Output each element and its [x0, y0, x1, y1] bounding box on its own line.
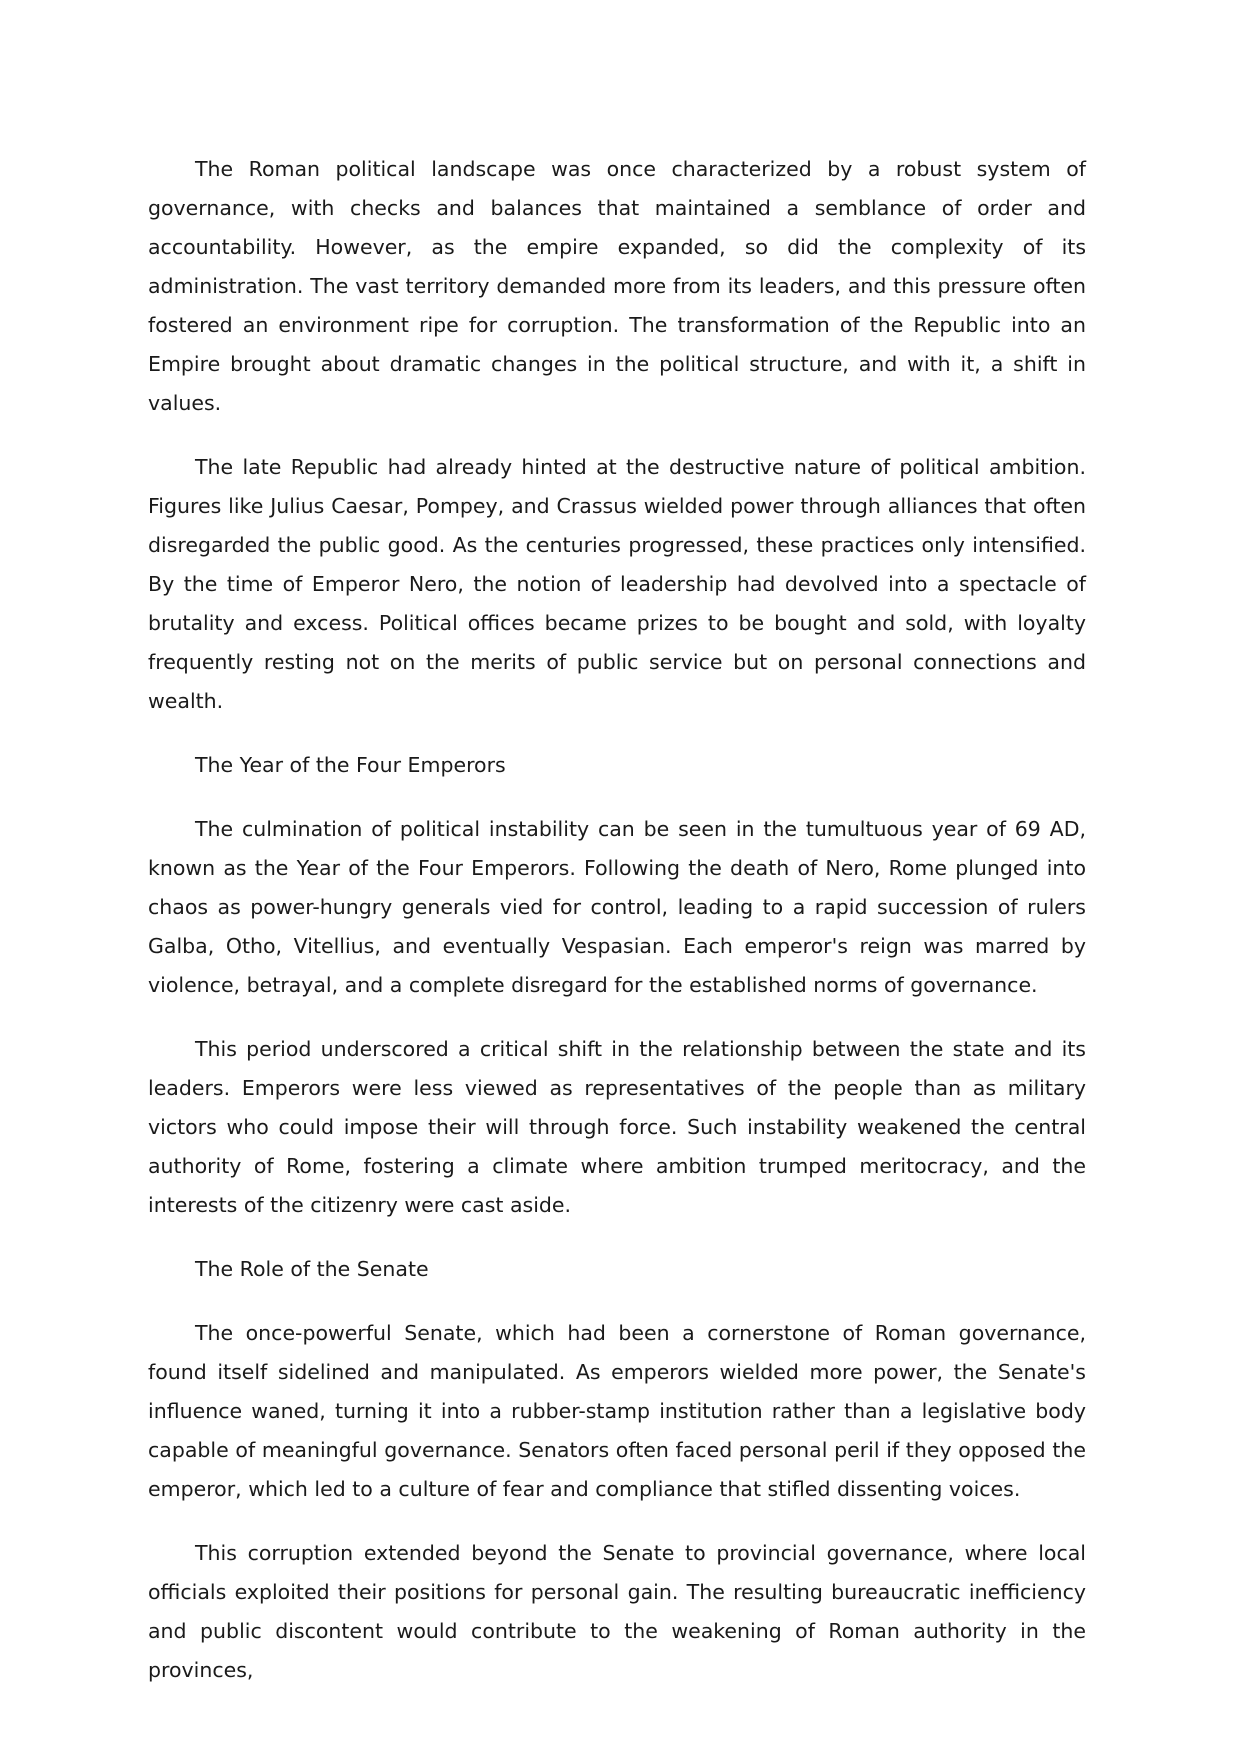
paragraph-senate-sidelined: The once-powerful Senate, which had been a cornerstone of Roman governance, found itself sidelined and manipulated. As emperors wielded more power, the Senate's influence waned, turning it into a rubber-stamp institution rather than a legislative body capable of meaningful governance. Senators often faced personal peril if they opposed the emperor, which led to a culture of fear and compliance that stifled dissenting voices. — [148, 1321, 1086, 1501]
paragraph-culmination-instability: The culmination of political instability can be seen in the tumultuous year of 69 AD, known as the Year of the Four Emperors. Following the death of Nero, Rome plunged into chaos as power-hungry generals vied for control, leading to a rapid succession of rulers Galba, Otho, Vitellius, and eventually Vespasian. Each emperor's reign was marred by violence, betrayal, and a complete disregard for the established norms of governance. — [148, 817, 1086, 997]
section-heading-role-of-senate: The Role of the Senate — [195, 1257, 429, 1281]
paragraph-late-republic: The late Republic had already hinted at the destructive nature of political ambition. Figures like Julius Caesar, Pompey, and Crassus wielded power through alliances that often disregarded the public good. As the centuries progressed, these practices only intensified. By the time of Emperor Nero, the notion of leadership had devolved into a spectacle of brutality and excess. Political offices became prizes to be bought and sold, with loyalty frequently resting not on the merits of public service but on personal connections and wealth. — [148, 455, 1086, 713]
paragraph-roman-political-landscape: The Roman political landscape was once characterized by a robust system of governance, with checks and balances that maintained a semblance of order and accountability. However, as the empire expanded, so did the complexity of its administration. The vast territory demanded more from its leaders, and this pressure often fostered an environment ripe for corruption. The transformation of the Republic into an Empire brought about dramatic changes in the political structure, and with it, a shift in values. — [148, 157, 1086, 415]
section-heading-four-emperors: The Year of the Four Emperors — [195, 753, 506, 777]
paragraph-provincial-corruption: This corruption extended beyond the Senate to provincial governance, where local officials exploited their positions for personal gain. The resulting bureaucratic inefficiency and public discontent would contribute to the weakening of Roman authority in the provinces, — [148, 1541, 1086, 1682]
document-page — [148, 150, 1086, 1690]
paragraph-critical-shift: This period underscored a critical shift in the relationship between the state and its leaders. Emperors were less viewed as representatives of the people than as military victors who could impose their will through force. Such instability weakened the central authority of Rome, fostering a climate where ambition trumped meritocracy, and the interests of the citizenry were cast aside. — [148, 1037, 1086, 1217]
